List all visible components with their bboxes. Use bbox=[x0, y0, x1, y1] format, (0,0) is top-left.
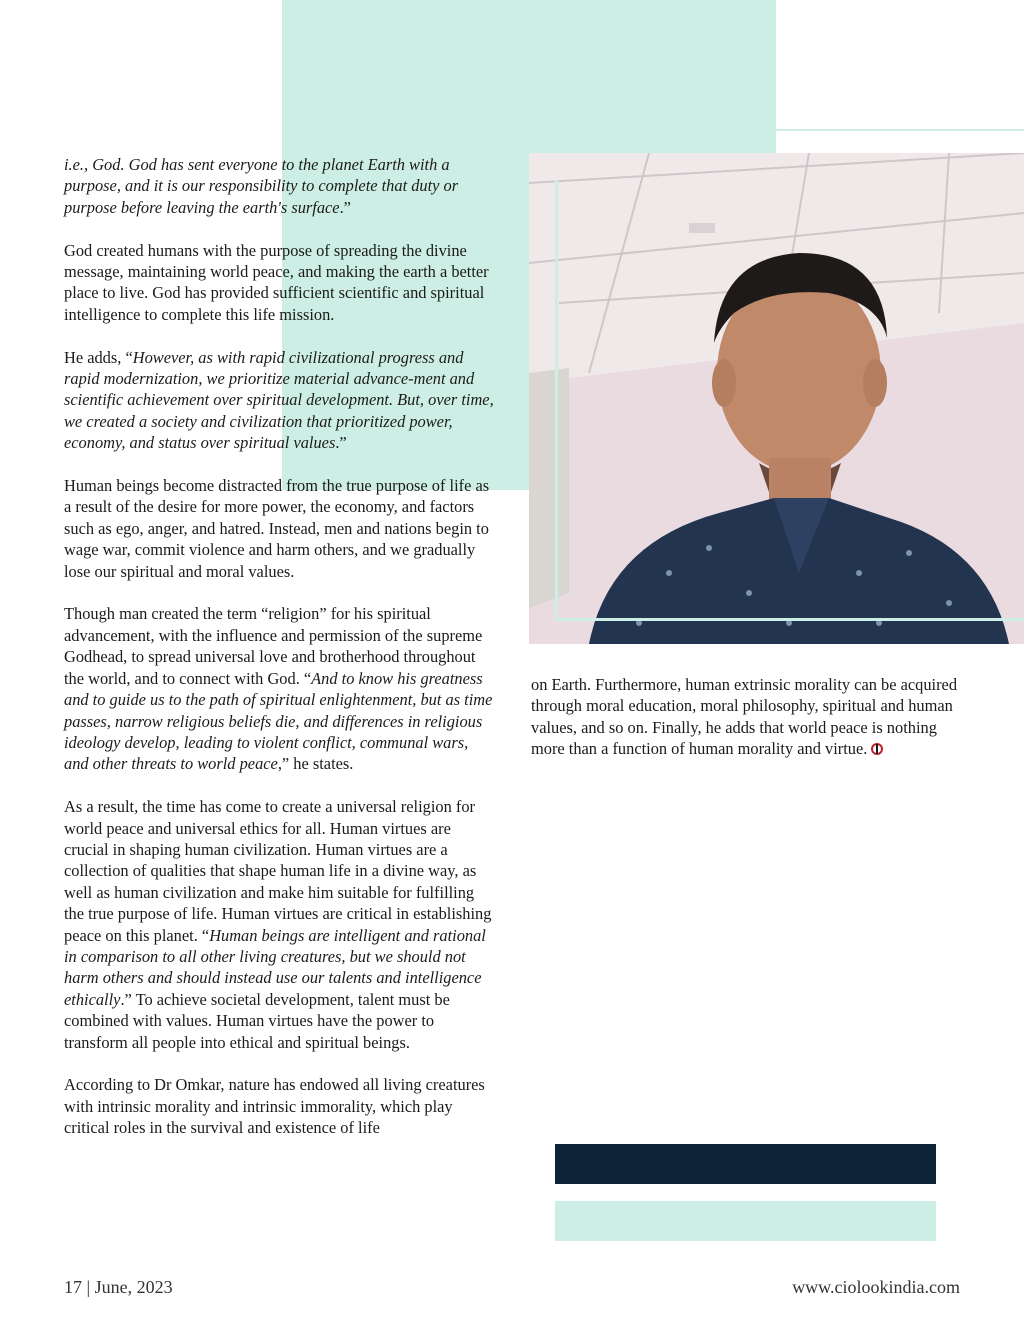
quote-text: i.e., God. God has sent everyone to the planet Earth with a purpose, and it is our responsibility to complete that duty or purpose before leaving the earth's surface bbox=[64, 155, 459, 217]
website-link[interactable]: www.ciolookindia.com bbox=[792, 1277, 960, 1297]
paragraph-2: God created humans with the purpose of spreading the divine message, maintaining world peace, and making the earth a better place to live. God has provided sufficient scientific and spiritual intelligence to complete this life mission. bbox=[64, 240, 489, 324]
end-of-article-icon bbox=[871, 743, 883, 755]
quote-text: However, as with rapid civilizational progress and rapid modernization, we prioritize material advance-ment and scientific achievement over spiritual development. But, over time, we created a society and civilization that prioritized power, economy, and status over spiritual values bbox=[64, 347, 494, 453]
paragraph-4: Human beings become distracted from the true purpose of life as a result of the desire for more power, the economy, and factors such as ego, anger, and hatred. Instead, men and nations begin to wage war, commit violence and harm others, and we gradually lose our spiritual and moral values. bbox=[64, 476, 490, 581]
quote-text: And to know his greatness and to guide us to the path of spiritual enlightenment, but as time passes, narrow religious beliefs die, and differences in religious ideology develop, leading to violent conflict, communal wars, and other threats to world peace bbox=[64, 668, 493, 774]
mint-decorative-bar bbox=[555, 1201, 936, 1241]
article-left-column bbox=[64, 154, 496, 1160]
page-number-date: 17 | June, 2023 bbox=[64, 1277, 173, 1297]
paragraph-1: i.e., God. God has sent everyone to the planet Earth with a purpose, and it is our responsibility to complete that duty or purpose before leaving the earth's surface.” bbox=[64, 155, 459, 217]
paragraph-8: on Earth. Furthermore, human extrinsic morality can be acquired through moral education, moral philosophy, spiritual and human values, and so on. Finally, he adds that world peace is nothing more than a function of human morality and virtue. bbox=[531, 675, 958, 759]
paragraph-3: He adds, “However, as with rapid civilizational progress and rapid modernization, we prioritize material advance-ment and scientific achievement over spiritual development. But, over time, we created a society and civilization that prioritized power, economy, and status over spiritual values.” bbox=[64, 347, 494, 453]
navy-decorative-bar bbox=[555, 1144, 936, 1184]
paragraph-6: As a result, the time has come to create a universal religion for world peace and universal ethics for all. Human virtues are crucial in shaping human civilization. Human virtues are a collection of qualities that shape human life in a divine way, as well as human civilization and make him suitable for fulfilling the true purpose of life. Human virtues are critical in establishing peace on this planet. “Human beings are intelligent and rational in comparison to all other living creatures, but we should not harm others and should instead use our talents and intelligence ethically.” To achieve societal development, talent must be combined with values. Human virtues have the power to transform all people into ethical and spiritual beings. bbox=[64, 797, 492, 1052]
portrait-photo bbox=[529, 153, 1024, 644]
article-right-column bbox=[531, 674, 963, 760]
mint-accent-line bbox=[776, 129, 1024, 131]
quote-text: Human beings are intelligent and rational in comparison to all other living creatures, but we should not harm others and should instead use our talents and intelligence ethically bbox=[64, 925, 486, 1009]
paragraph-7: According to Dr Omkar, nature has endowed all living creatures with intrinsic morality and intrinsic immorality, which play critical roles in the survival and existence of life bbox=[64, 1075, 485, 1138]
paragraph-5: Though man created the term “religion” for his spiritual advancement, with the influence and permission of the supreme Godhead, to spread universal love and brotherhood throughout the world, and to connect with God. “And to know his greatness and to guide us to the path of spiritual enlightenment, but as time passes, narrow religious beliefs die, and differences in religious ideology develop, leading to violent conflict, communal wars, and other threats to world peace,” he states. bbox=[64, 604, 493, 774]
